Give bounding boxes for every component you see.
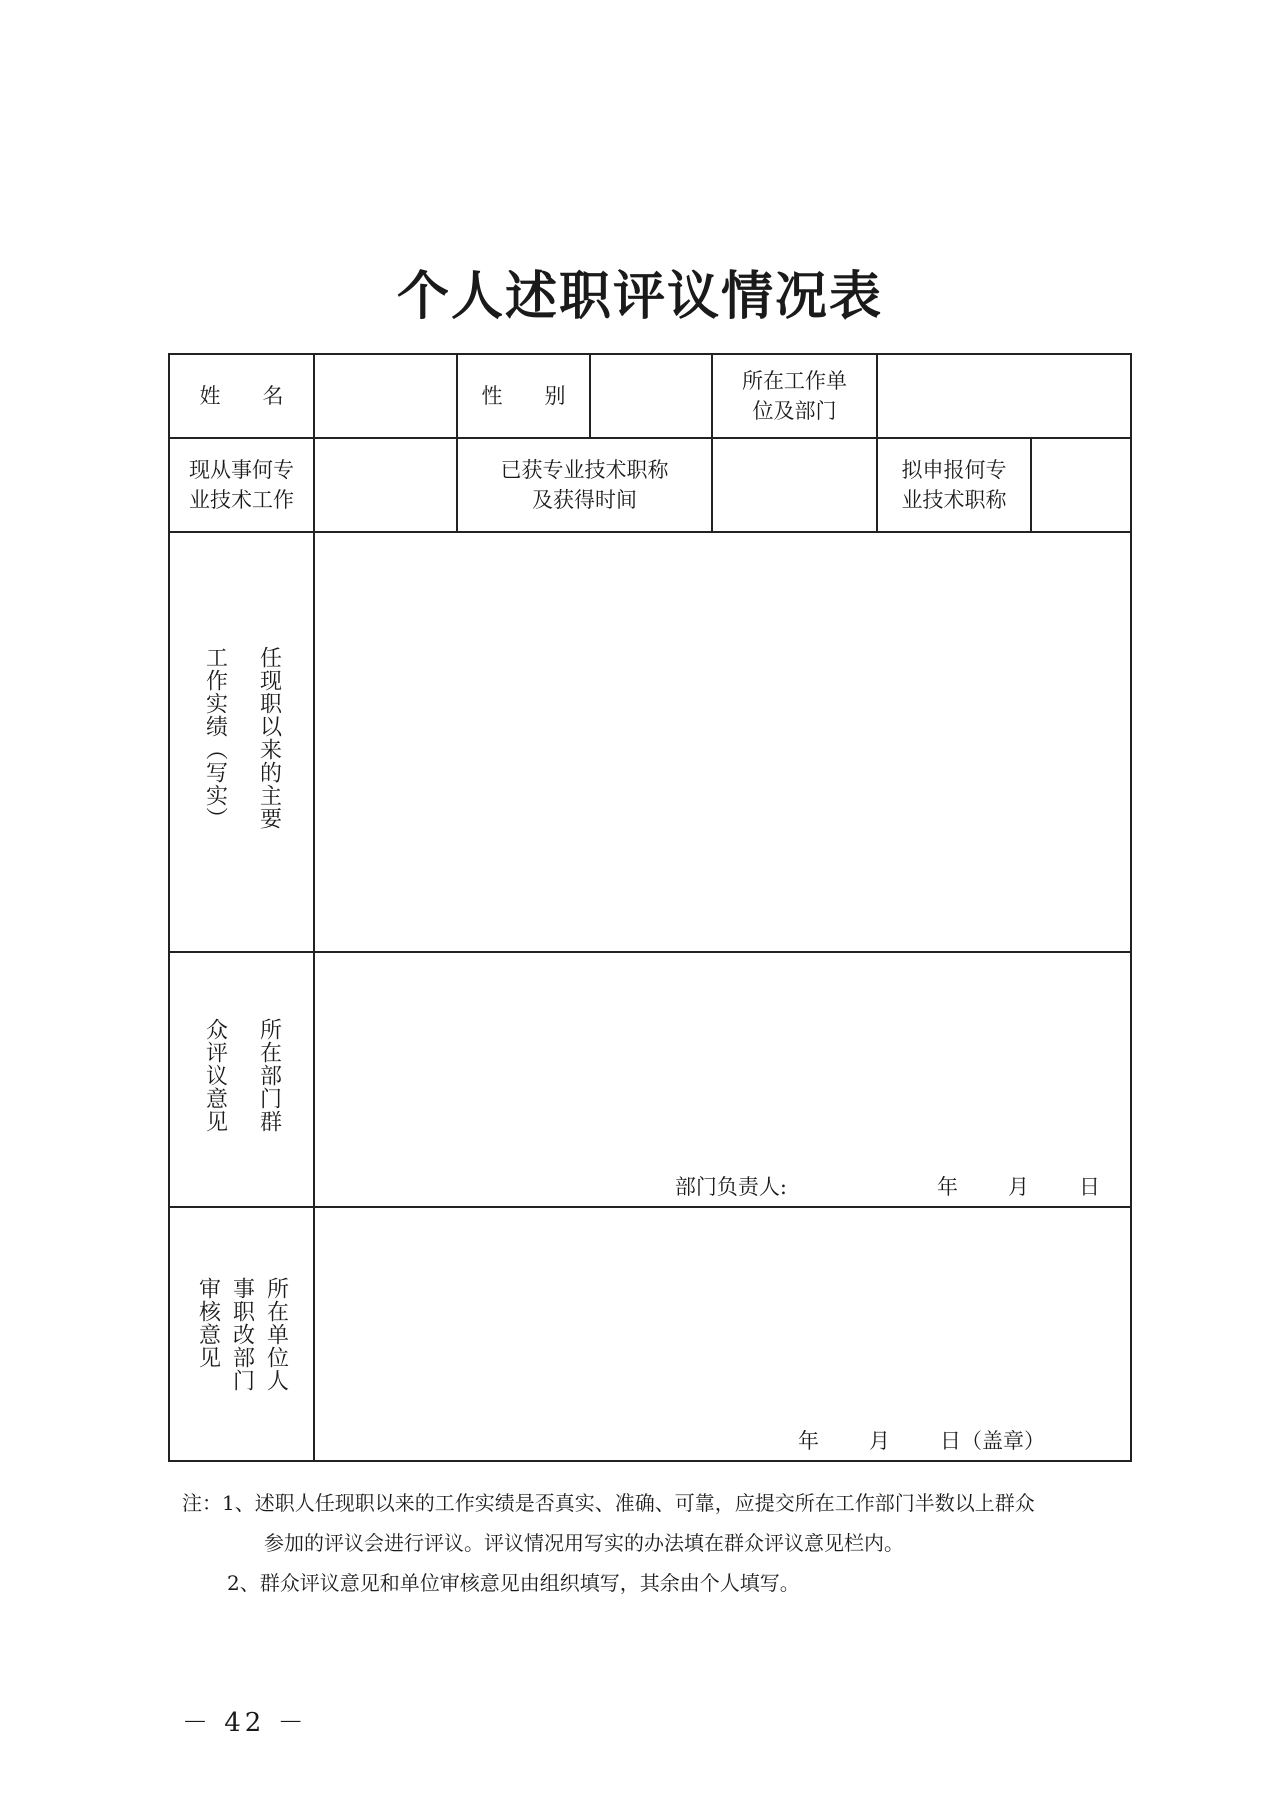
unit-label-line2: 位及部门 bbox=[752, 399, 837, 423]
note-line-3: 2、群众评议意见和单位审核意见由组织填写，其余由个人填写。 bbox=[227, 1571, 800, 1595]
gender-field[interactable] bbox=[590, 354, 712, 438]
achievements-label-cell bbox=[169, 532, 314, 952]
review-form-table bbox=[168, 353, 1132, 1462]
public-review-sign-line bbox=[675, 1172, 1100, 1202]
obtained-title-label-cell bbox=[457, 438, 712, 532]
name-label-cell bbox=[169, 354, 314, 438]
unit-review-label-col2: 事职改部门 bbox=[229, 1276, 255, 1392]
gender-label-char2: 别 bbox=[544, 384, 566, 408]
form-row-public-review bbox=[169, 952, 1131, 1207]
public-review-label-col1: 所在部门群 bbox=[256, 1018, 282, 1133]
dept-head-label: 部门负责人: bbox=[674, 1175, 787, 1199]
name-field[interactable] bbox=[314, 354, 457, 438]
gender-label-char1: 性 bbox=[481, 384, 503, 408]
unit-review-label-col3: 审核意见 bbox=[195, 1276, 221, 1369]
achievements-label-col2: 工作实绩（写实） bbox=[202, 646, 228, 830]
form-row-titles bbox=[169, 438, 1131, 532]
public-review-year-label: 年 bbox=[937, 1175, 958, 1199]
page-number: － 42 － bbox=[182, 1708, 308, 1738]
public-review-day-label: 日 bbox=[1079, 1175, 1100, 1199]
current-work-field[interactable] bbox=[314, 438, 457, 532]
public-review-label-cell bbox=[169, 952, 314, 1207]
form-notes bbox=[182, 1483, 1122, 1603]
note-line-1: 注：1、述职人任现职以来的工作实绩是否真实、准确、可靠，应提交所在工作部门半数以上群众 bbox=[182, 1491, 1035, 1515]
current-work-label-line1: 现从事何专 bbox=[189, 458, 294, 482]
page-title: 个人述职评议情况表 bbox=[396, 266, 883, 327]
note-line-2: 参加的评议会进行评议。评议情况用写实的办法填在群众评议意见栏内。 bbox=[264, 1531, 904, 1555]
unit-field[interactable] bbox=[877, 354, 1131, 438]
obtained-title-field[interactable] bbox=[712, 438, 877, 532]
unit-review-field[interactable] bbox=[314, 1207, 1131, 1461]
apply-title-label-cell bbox=[877, 438, 1031, 532]
form-row-unit-review bbox=[169, 1207, 1131, 1461]
obtained-title-label-line2: 及获得时间 bbox=[532, 488, 637, 512]
name-label-char2: 名 bbox=[262, 384, 284, 408]
unit-review-sign-line bbox=[798, 1426, 1045, 1456]
public-review-field[interactable] bbox=[314, 952, 1131, 1207]
unit-review-month-label: 月 bbox=[869, 1429, 890, 1453]
unit-review-year-label: 年 bbox=[798, 1429, 819, 1453]
public-review-month-label: 月 bbox=[1008, 1175, 1029, 1199]
achievements-field[interactable] bbox=[314, 532, 1131, 952]
apply-title-label-line2: 业技术职称 bbox=[901, 488, 1007, 512]
form-row-basic-info bbox=[169, 354, 1131, 438]
unit-label-cell bbox=[712, 354, 877, 438]
apply-title-label-line1: 拟申报何专 bbox=[901, 458, 1007, 482]
apply-title-field[interactable] bbox=[1031, 438, 1131, 532]
unit-review-day-seal-label: 日（盖章） bbox=[940, 1429, 1045, 1453]
unit-review-label-cell bbox=[169, 1207, 314, 1461]
public-review-label-col2: 众评议意见 bbox=[202, 1018, 228, 1133]
unit-review-label-col1: 所在单位人 bbox=[263, 1276, 289, 1392]
current-work-label-cell bbox=[169, 438, 314, 532]
name-label-char1: 姓 bbox=[199, 384, 221, 408]
unit-label-line1: 所在工作单 bbox=[742, 369, 847, 393]
form-row-achievements bbox=[169, 532, 1131, 952]
obtained-title-label-line1: 已获专业技术职称 bbox=[500, 458, 669, 482]
achievements-label-col1: 任现职以来的主要 bbox=[256, 646, 282, 830]
current-work-label-line2: 业技术工作 bbox=[189, 488, 294, 512]
gender-label-cell bbox=[457, 354, 590, 438]
